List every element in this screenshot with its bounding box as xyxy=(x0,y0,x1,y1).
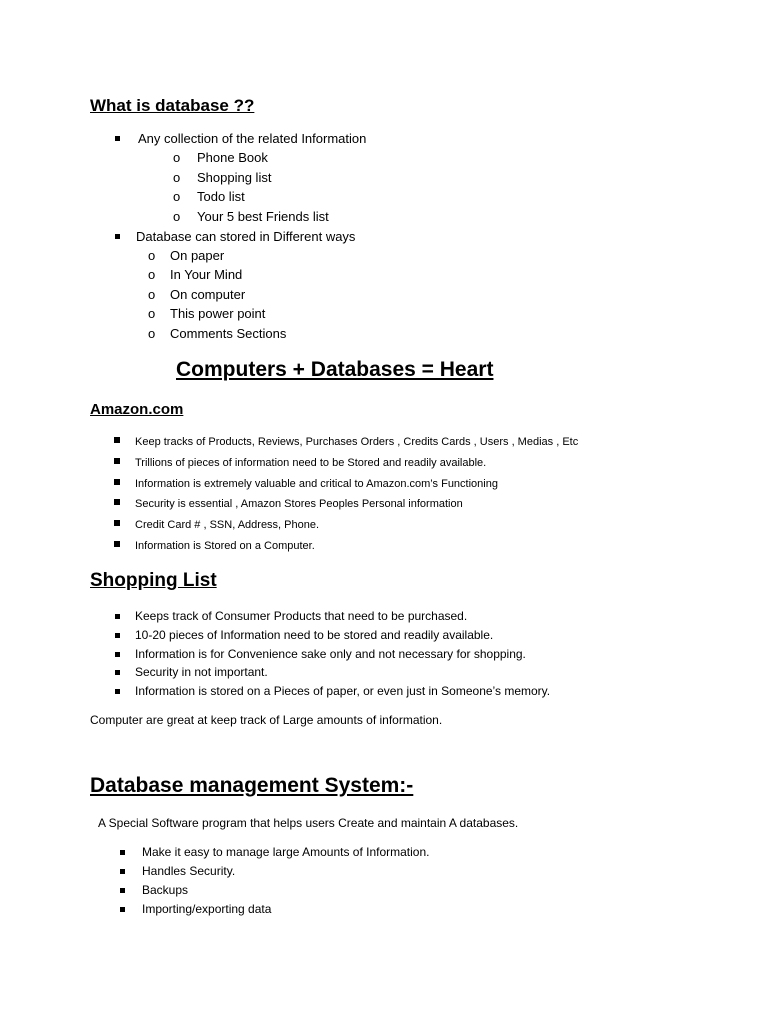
bullet-marker xyxy=(120,869,125,874)
bullet-marker xyxy=(114,479,120,485)
list-item: Security in not important. xyxy=(135,665,268,679)
list-item: Database can stored in Different ways xyxy=(136,229,356,244)
bullet-marker xyxy=(115,234,120,239)
bullet-marker xyxy=(115,670,120,675)
bullet-marker xyxy=(120,907,125,912)
bullet-marker xyxy=(115,689,120,694)
list-item: Credit Card # , SSN, Address, Phone. xyxy=(135,519,320,531)
list-item: Keeps track of Consumer Products that need to be purchased. xyxy=(135,609,468,623)
bullet-marker xyxy=(120,888,125,893)
list-item: Information is extremely valuable and critical to Amazon.com’s Functioning xyxy=(135,478,498,490)
list-item: Security is essential , Amazon Stores Peoples Personal information xyxy=(135,498,463,510)
bullet-marker xyxy=(114,499,120,505)
sub-bullet-marker: o xyxy=(148,267,156,282)
bullet-marker xyxy=(114,437,120,443)
bullet-marker xyxy=(115,136,120,141)
list-item: 10-20 pieces of Information need to be stored and readily available. xyxy=(135,628,494,642)
section-title-what-is-database: What is database ?? xyxy=(90,96,255,115)
bullet-marker xyxy=(115,652,120,657)
list-item: Handles Security. xyxy=(142,864,236,878)
sub-bullet-marker: o xyxy=(148,287,156,302)
bullet-marker xyxy=(114,458,120,464)
list-item: Make it easy to manage large Amounts of Information. xyxy=(142,845,430,859)
sub-bullet-marker: o xyxy=(148,306,156,321)
section-title-dbms: Database management System:- xyxy=(90,774,414,797)
sub-bullet-marker: o xyxy=(148,326,156,341)
paragraph-intro: A Special Software program that helps users Create and maintain A databases. xyxy=(98,816,519,830)
section-title-amazon: Amazon.com xyxy=(90,401,184,418)
sub-list-item: In Your Mind xyxy=(170,267,243,282)
bullet-marker xyxy=(114,520,120,526)
sub-list-item: Todo list xyxy=(197,189,245,204)
list-item: Any collection of the related Information xyxy=(138,131,367,146)
section-title-shopping-list: Shopping List xyxy=(90,570,217,591)
sub-list-item: This power point xyxy=(170,306,266,321)
sub-list-item: Shopping list xyxy=(197,170,272,185)
sub-bullet-marker: o xyxy=(148,248,156,263)
sub-bullet-marker: o xyxy=(173,150,181,165)
sub-bullet-marker: o xyxy=(173,170,181,185)
list-item: Trillions of pieces of information need to be Stored and readily available. xyxy=(135,457,487,469)
paragraph-note: Computer are great at keep track of Large amounts of information. xyxy=(90,713,443,727)
bullet-marker xyxy=(120,850,125,855)
list-item: Information is stored on a Pieces of paper, or even just in Someone’s memory. xyxy=(135,684,551,698)
sub-list-item: Phone Book xyxy=(197,150,268,165)
sub-list-item: Your 5 best Friends list xyxy=(197,209,329,224)
list-item: Importing/exporting data xyxy=(142,902,272,916)
sub-list-item: On computer xyxy=(170,287,246,302)
list-item: Backups xyxy=(142,883,189,897)
bullet-marker xyxy=(115,614,120,619)
bullet-marker xyxy=(115,633,120,638)
center-heading: Computers + Databases = Heart xyxy=(176,358,494,381)
list-item: Information is Stored on a Computer. xyxy=(135,540,315,552)
list-item: Keep tracks of Products, Reviews, Purchases Orders , Credits Cards , Users , Medias , Etc xyxy=(135,436,579,448)
list-item: Information is for Convenience sake only and not necessary for shopping. xyxy=(135,647,526,661)
sub-bullet-marker: o xyxy=(173,209,181,224)
bullet-marker xyxy=(114,541,120,547)
sub-bullet-marker: o xyxy=(173,189,181,204)
sub-list-item: Comments Sections xyxy=(170,326,287,341)
sub-list-item: On paper xyxy=(170,248,225,263)
